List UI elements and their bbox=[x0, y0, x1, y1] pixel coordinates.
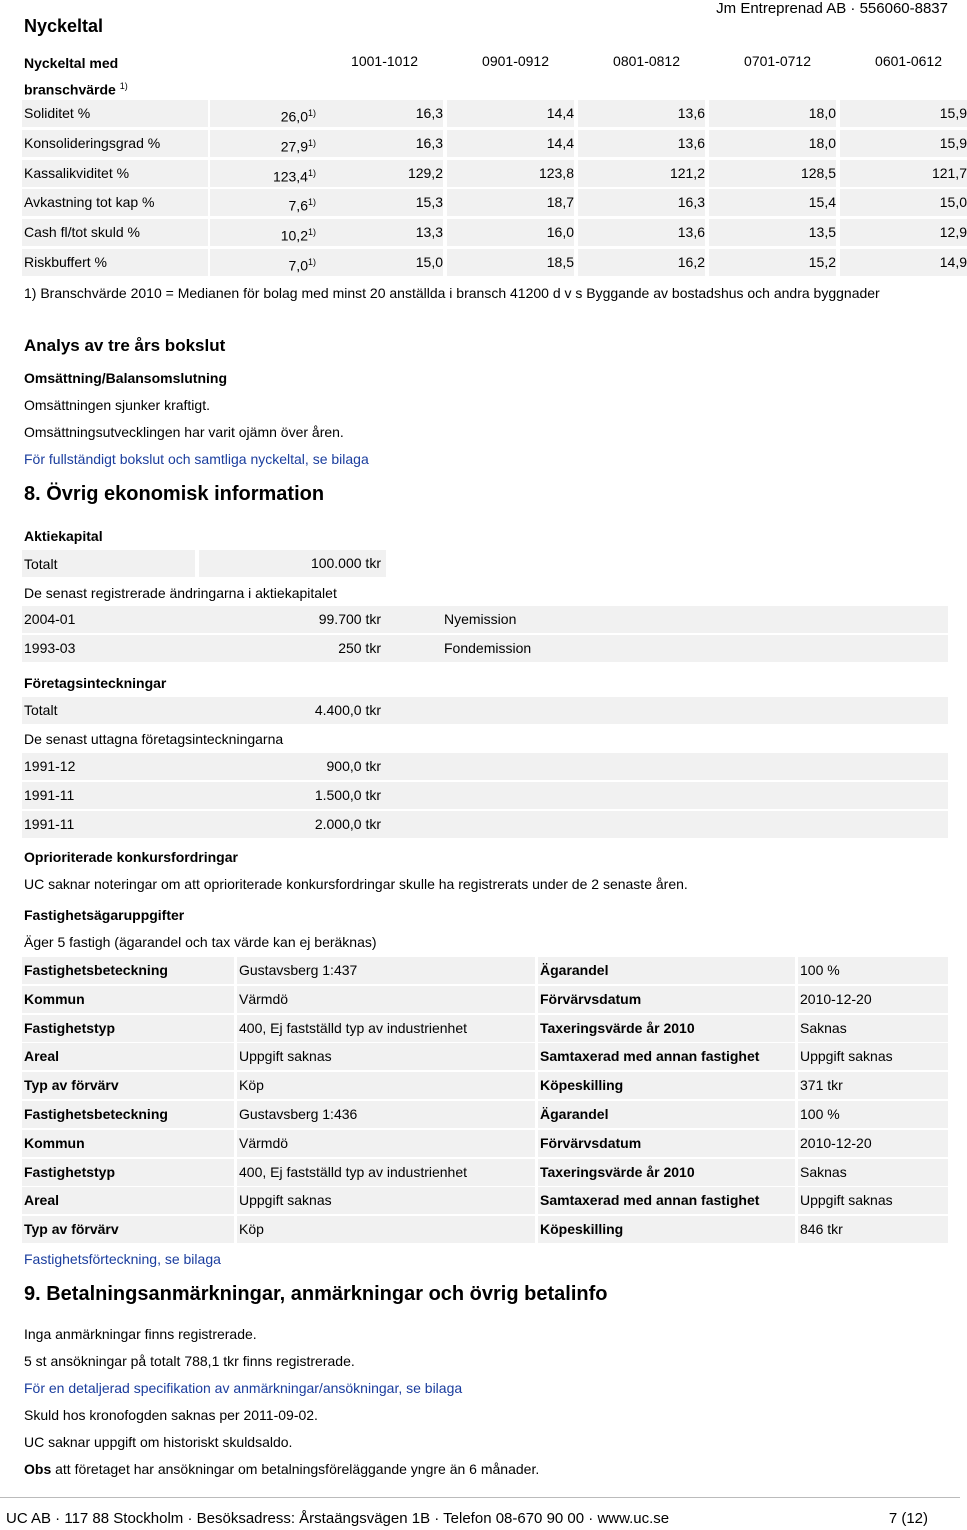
value-cell: 18,7 bbox=[447, 189, 574, 216]
strip bbox=[22, 782, 948, 809]
property-label: Förvärvsdatum bbox=[538, 986, 795, 1013]
value-cell: 15,9 bbox=[840, 100, 967, 127]
property-label: Förvärvsdatum bbox=[538, 1130, 795, 1157]
value-cell: 13,6 bbox=[578, 130, 705, 157]
change-date: 2004-01 bbox=[24, 611, 76, 627]
property-value: 100 % bbox=[798, 957, 948, 984]
value-cell: 129,2 bbox=[316, 160, 443, 187]
property-value: Värmdö bbox=[237, 1130, 535, 1157]
change-amount: 99.700 tkr bbox=[318, 611, 381, 627]
value-cell: 15,0 bbox=[840, 189, 967, 216]
page-number: 7 (12) bbox=[888, 1510, 928, 1527]
property-label: Fastighetsbeteckning bbox=[22, 1101, 234, 1128]
section-8-heading: 8. Övrig ekonomisk information bbox=[24, 483, 325, 505]
property-value: Uppgift saknas bbox=[798, 1187, 948, 1214]
table-row bbox=[22, 1015, 948, 1042]
property-label: Areal bbox=[22, 1187, 234, 1214]
branschvarde-cell: 7,0$^{1)}$ bbox=[210, 249, 318, 276]
value-cell: 15,3 bbox=[316, 189, 443, 216]
property-label: Typ av förvärv bbox=[22, 1216, 234, 1243]
property-value: Köp bbox=[237, 1072, 535, 1099]
table-row bbox=[22, 249, 967, 276]
footer-divider bbox=[0, 1497, 960, 1498]
value-cell: 12,9 bbox=[840, 219, 967, 246]
page-title: Nyckeltal bbox=[24, 16, 104, 36]
metric-name: Avkastning tot kap % bbox=[22, 189, 208, 216]
table-row bbox=[22, 1216, 948, 1243]
strip bbox=[22, 697, 948, 724]
company-name: Jm Entreprenad AB · 556060-8837 bbox=[716, 0, 948, 17]
table-row bbox=[22, 1159, 948, 1186]
branschvarde-cell: 26,0$^{1)}$ bbox=[210, 100, 318, 127]
column-header: 1001-1012 bbox=[351, 53, 418, 69]
branschvarde-cell: 10,2$^{1)}$ bbox=[210, 219, 318, 246]
property-label: Taxeringsvärde år 2010 bbox=[538, 1015, 795, 1042]
property-value: 2010-12-20 bbox=[798, 1130, 948, 1157]
betalinfo-line: UC saknar uppgift om historiskt skuldsaldo. bbox=[24, 1434, 293, 1450]
property-value: 400, Ej fastställd typ av industrienhet bbox=[237, 1159, 535, 1186]
inteckningar-total-label: Totalt bbox=[24, 702, 58, 718]
table-row bbox=[22, 1130, 948, 1157]
analys-line: Omsättningen sjunker kraftigt. bbox=[24, 397, 210, 413]
column-header: 0901-0912 bbox=[482, 53, 549, 69]
inteckning-date: 1991-11 bbox=[24, 787, 75, 803]
property-value: Uppgift saknas bbox=[798, 1043, 948, 1070]
table-row bbox=[22, 160, 967, 187]
metric-name: Soliditet % bbox=[22, 100, 208, 127]
footer-address: UC AB · 117 88 Stockholm · Besöksadress: Årstaängsvägen 1B · Telefon 08-670 90 00 · www.uc.se bbox=[6, 1510, 670, 1527]
property-value: Uppgift saknas bbox=[237, 1187, 535, 1214]
table-row bbox=[22, 1187, 948, 1214]
metric-name: Cash fl/tot skuld % bbox=[22, 219, 208, 246]
change-type: Fondemission bbox=[444, 640, 532, 656]
foretagsinteckningar-heading: Företagsinteckningar bbox=[24, 675, 167, 691]
aktiekapital-changes-heading: De senast registrerade ändringarna i aktiekapitalet bbox=[24, 585, 337, 601]
property-label: Samtaxerad med annan fastighet bbox=[538, 1187, 795, 1214]
value-cell: 16,3 bbox=[316, 100, 443, 127]
fastighet-heading: Fastighetsägaruppgifter bbox=[24, 907, 185, 923]
betalinfo-line: 5 st ansökningar på totalt 788,1 tkr finns registrerade. bbox=[24, 1353, 355, 1369]
property-label: Kommun bbox=[22, 1130, 234, 1157]
value-cell: 13,3 bbox=[316, 219, 443, 246]
column-header: 0801-0812 bbox=[613, 53, 680, 69]
property-value: 100 % bbox=[798, 1101, 948, 1128]
obs-line: Obs att företaget har ansökningar om betalningsföreläggande yngre än 6 månader. bbox=[24, 1461, 540, 1477]
property-value: 371 tkr bbox=[798, 1072, 948, 1099]
change-date: 1993-03 bbox=[24, 640, 76, 656]
inteckning-amount: 1.500,0 tkr bbox=[314, 787, 381, 803]
value-cell: 18,0 bbox=[709, 100, 836, 127]
oprioriterade-text: UC saknar noteringar om att oprioriterade konkursfordringar skulle ha registrerats under de 2 senaste åren. bbox=[24, 876, 688, 892]
property-label: Fastighetsbeteckning bbox=[22, 957, 234, 984]
property-label: Köpeskilling bbox=[538, 1216, 795, 1243]
betalinfo-line: Inga anmärkningar finns registrerade. bbox=[24, 1326, 257, 1342]
value-cell: 18,5 bbox=[447, 249, 574, 276]
property-value: 400, Ej fastställd typ av industrienhet bbox=[237, 1015, 535, 1042]
value-cell: 14,4 bbox=[447, 130, 574, 157]
value-cell: 18,0 bbox=[709, 130, 836, 157]
value-cell: 121,7 bbox=[840, 160, 967, 187]
value-cell: 15,4 bbox=[709, 189, 836, 216]
column-header: 0701-0712 bbox=[744, 53, 811, 69]
inteckningar-taken-heading: De senast uttagna företagsinteckningarna bbox=[24, 731, 284, 747]
analys-line: Omsättningsutvecklingen har varit ojämn över åren. bbox=[24, 424, 344, 440]
value-cell: 128,5 bbox=[709, 160, 836, 187]
value-cell: 13,5 bbox=[709, 219, 836, 246]
analys-subheading: Omsättning/Balansomslutning bbox=[24, 370, 228, 386]
inteckning-date: 1991-12 bbox=[24, 758, 76, 774]
property-value: 846 tkr bbox=[798, 1216, 948, 1243]
value-cell: 13,6 bbox=[578, 100, 705, 127]
table-row bbox=[22, 189, 967, 216]
table-row bbox=[22, 1072, 948, 1099]
property-value: Köp bbox=[237, 1216, 535, 1243]
strip bbox=[22, 753, 948, 780]
value-cell: 123,8 bbox=[447, 160, 574, 187]
value-cell: 14,9 bbox=[840, 249, 967, 276]
branschvarde-cell: 7,6$^{1)}$ bbox=[210, 189, 318, 216]
bokslut-link[interactable]: För fullständigt bokslut och samtliga nyckeltal, se bilaga bbox=[24, 451, 369, 467]
property-value: Värmdö bbox=[237, 986, 535, 1013]
table-row bbox=[22, 219, 967, 246]
property-value: Saknas bbox=[798, 1159, 948, 1186]
property-value: Saknas bbox=[798, 1015, 948, 1042]
table-row bbox=[22, 130, 967, 157]
inteckningar-total-value: 4.400,0 tkr bbox=[314, 702, 381, 718]
value-cell: 121,2 bbox=[578, 160, 705, 187]
value-cell: 16,0 bbox=[447, 219, 574, 246]
change-amount: 250 tkr bbox=[338, 640, 381, 656]
column-header: 0601-0612 bbox=[875, 53, 942, 69]
fastighet-intro: Äger 5 fastigh (ägarandel och tax värde kan ej beräknas) bbox=[24, 934, 377, 950]
value-cell: 16,2 bbox=[578, 249, 705, 276]
table-row bbox=[22, 986, 948, 1013]
property-value: Gustavsberg 1:436 bbox=[237, 1101, 535, 1128]
strip bbox=[22, 811, 948, 838]
value-cell: 15,9 bbox=[840, 130, 967, 157]
value-cell: 15,2 bbox=[709, 249, 836, 276]
value-cell: 16,3 bbox=[578, 189, 705, 216]
nyckeltal-label: Nyckeltal med branschvärde $^{1)}$ bbox=[24, 55, 128, 98]
value-cell: 14,4 bbox=[447, 100, 574, 127]
anmarkningar-link[interactable]: För en detaljerad specifikation av anmärkningar/ansökningar, se bilaga bbox=[24, 1380, 463, 1396]
oprioriterade-heading: Oprioriterade konkursfordringar bbox=[24, 849, 238, 865]
aktiekapital-total-value: 100.000 tkr bbox=[310, 555, 381, 571]
metric-name: Riskbuffert % bbox=[22, 249, 208, 276]
inteckning-amount: 900,0 tkr bbox=[326, 758, 381, 774]
property-label: Samtaxerad med annan fastighet bbox=[538, 1043, 795, 1070]
inteckning-amount: 2.000,0 tkr bbox=[314, 816, 381, 832]
aktiekapital-heading: Aktiekapital bbox=[24, 528, 103, 544]
property-label: Fastighetstyp bbox=[22, 1159, 234, 1186]
value-cell: 16,3 bbox=[316, 130, 443, 157]
branschvarde-footnote: 1) Branschvärde 2010 = Medianen för bolag med minst 20 anställda i bransch 41200 d v s Byggande av bostadshus och andra byggnader bbox=[24, 285, 880, 301]
aktiekapital-total-label: Totalt bbox=[24, 556, 58, 572]
table-row bbox=[22, 100, 967, 127]
betalinfo-line: Skuld hos kronofogden saknas per 2011-09-02. bbox=[24, 1407, 318, 1423]
value-cell: 13,6 bbox=[578, 219, 705, 246]
property-label: Taxeringsvärde år 2010 bbox=[538, 1159, 795, 1186]
metric-name: Kassalikviditet % bbox=[22, 160, 208, 187]
property-label: Ägarandel bbox=[538, 1101, 795, 1128]
inteckning-date: 1991-11 bbox=[24, 816, 75, 832]
analys-heading: Analys av tre års bokslut bbox=[24, 336, 226, 355]
branschvarde-cell: 27,9$^{1)}$ bbox=[210, 130, 318, 157]
property-value: Gustavsberg 1:437 bbox=[237, 957, 535, 984]
value-cell: 15,0 bbox=[316, 249, 443, 276]
change-type: Nyemission bbox=[444, 611, 517, 627]
property-label: Fastighetstyp bbox=[22, 1015, 234, 1042]
table-row bbox=[22, 957, 948, 984]
property-label: Kommun bbox=[22, 986, 234, 1013]
table-row bbox=[22, 1043, 948, 1070]
property-label: Köpeskilling bbox=[538, 1072, 795, 1099]
property-value: 2010-12-20 bbox=[798, 986, 948, 1013]
fastighetsforteckning-link[interactable]: Fastighetsförteckning, se bilaga bbox=[24, 1251, 221, 1267]
branschvarde-cell: 123,4$^{1)}$ bbox=[210, 160, 318, 187]
section-9-heading: 9. Betalningsanmärkningar, anmärkningar och övrig betalinfo bbox=[24, 1283, 608, 1305]
property-label: Typ av förvärv bbox=[22, 1072, 234, 1099]
nyckeltal-header bbox=[22, 50, 948, 96]
property-label: Ägarandel bbox=[538, 957, 795, 984]
property-value: Uppgift saknas bbox=[237, 1043, 535, 1070]
metric-name: Konsolideringsgrad % bbox=[22, 130, 208, 157]
property-label: Areal bbox=[22, 1043, 234, 1070]
table-row bbox=[22, 1101, 948, 1128]
